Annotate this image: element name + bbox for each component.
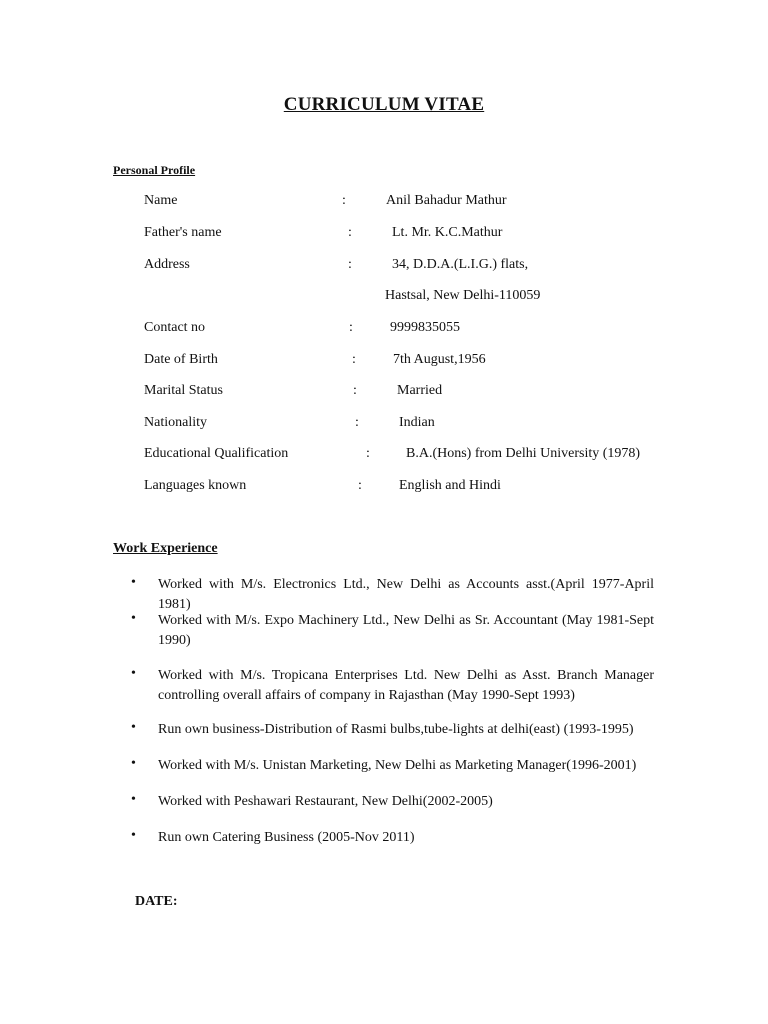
field-label: Father's name [144,225,222,240]
personal-profile-heading: Personal Profile [113,163,196,177]
field-colon: : [342,193,346,208]
field-dob-row [0,352,768,372]
field-value: Lt. Mr. K.C.Mathur [392,225,503,240]
bullet-icon: • [131,666,136,681]
field-label: Name [144,193,178,208]
field-label: Contact no [144,320,206,335]
field-value: Indian [399,415,435,430]
field-education-row [0,446,768,466]
field-value: 9999835055 [390,320,460,335]
bullet-icon: • [131,792,136,807]
field-value: 34, D.D.A.(L.I.G.) flats, [392,257,529,272]
field-value: 7th August,1956 [393,352,486,367]
field-value: English and Hindi [399,478,501,493]
date-label: DATE: [135,894,178,909]
field-colon: : [353,383,357,398]
field-label: Marital Status [144,383,223,398]
field-label: Nationality [144,415,207,430]
field-value: Anil Bahadur Mathur [386,193,507,208]
field-fathers-name-row [0,225,768,245]
work-item-text: Worked with M/s. Tropicana Enterprises Ltd. New Delhi as Asst. Branch Manager controlling overall affairs of company in Rajasthan (May 1990-Sept 1993) [158,668,654,703]
bullet-icon: • [131,756,136,771]
field-name-row [0,193,768,213]
field-label: Address [144,257,190,272]
field-label: Educational Qualification [144,446,289,461]
work-item-text: Worked with M/s. Unistan Marketing, New Delhi as Marketing Manager(1996-2001) [158,758,637,773]
bullet-icon: • [131,611,136,626]
field-colon: : [366,446,370,461]
field-value: Hastsal, New Delhi-110059 [385,288,541,303]
work-item-text: Run own Catering Business (2005-Nov 2011) [158,830,415,845]
field-marital-status-row [0,383,768,403]
field-value: Married [397,383,443,398]
bullet-icon: • [131,720,136,735]
work-item-text: Worked with M/s. Electronics Ltd., New Delhi as Accounts asst.(April 1977-April 1981) [158,577,654,612]
field-label: Date of Birth [144,352,218,367]
field-languages-row [0,478,768,498]
work-item-text: Run own business-Distribution of Rasmi bulbs,tube-lights at delhi(east) (1993-1995) [158,722,634,737]
field-colon: : [348,257,352,272]
field-label: Languages known [144,478,247,493]
field-address-row [0,257,768,277]
field-colon: : [352,352,356,367]
field-colon: : [355,415,359,430]
field-contact-row [0,320,768,340]
field-colon: : [349,320,353,335]
document-title: CURRICULUM VITAE [283,94,485,115]
work-item-text: Worked with Peshawari Restaurant, New Delhi(2002-2005) [158,794,493,809]
field-colon: : [348,225,352,240]
field-value: B.A.(Hons) from Delhi University (1978) [406,446,641,461]
bullet-icon: • [131,828,136,843]
field-address-line2-row [0,288,768,308]
bullet-icon: • [131,575,136,590]
field-colon: : [358,478,362,493]
field-nationality-row [0,415,768,435]
work-experience-heading: Work Experience [113,541,218,556]
work-item-text: Worked with M/s. Expo Machinery Ltd., New Delhi as Sr. Accountant (May 1981-Sept 1990) [158,613,654,648]
